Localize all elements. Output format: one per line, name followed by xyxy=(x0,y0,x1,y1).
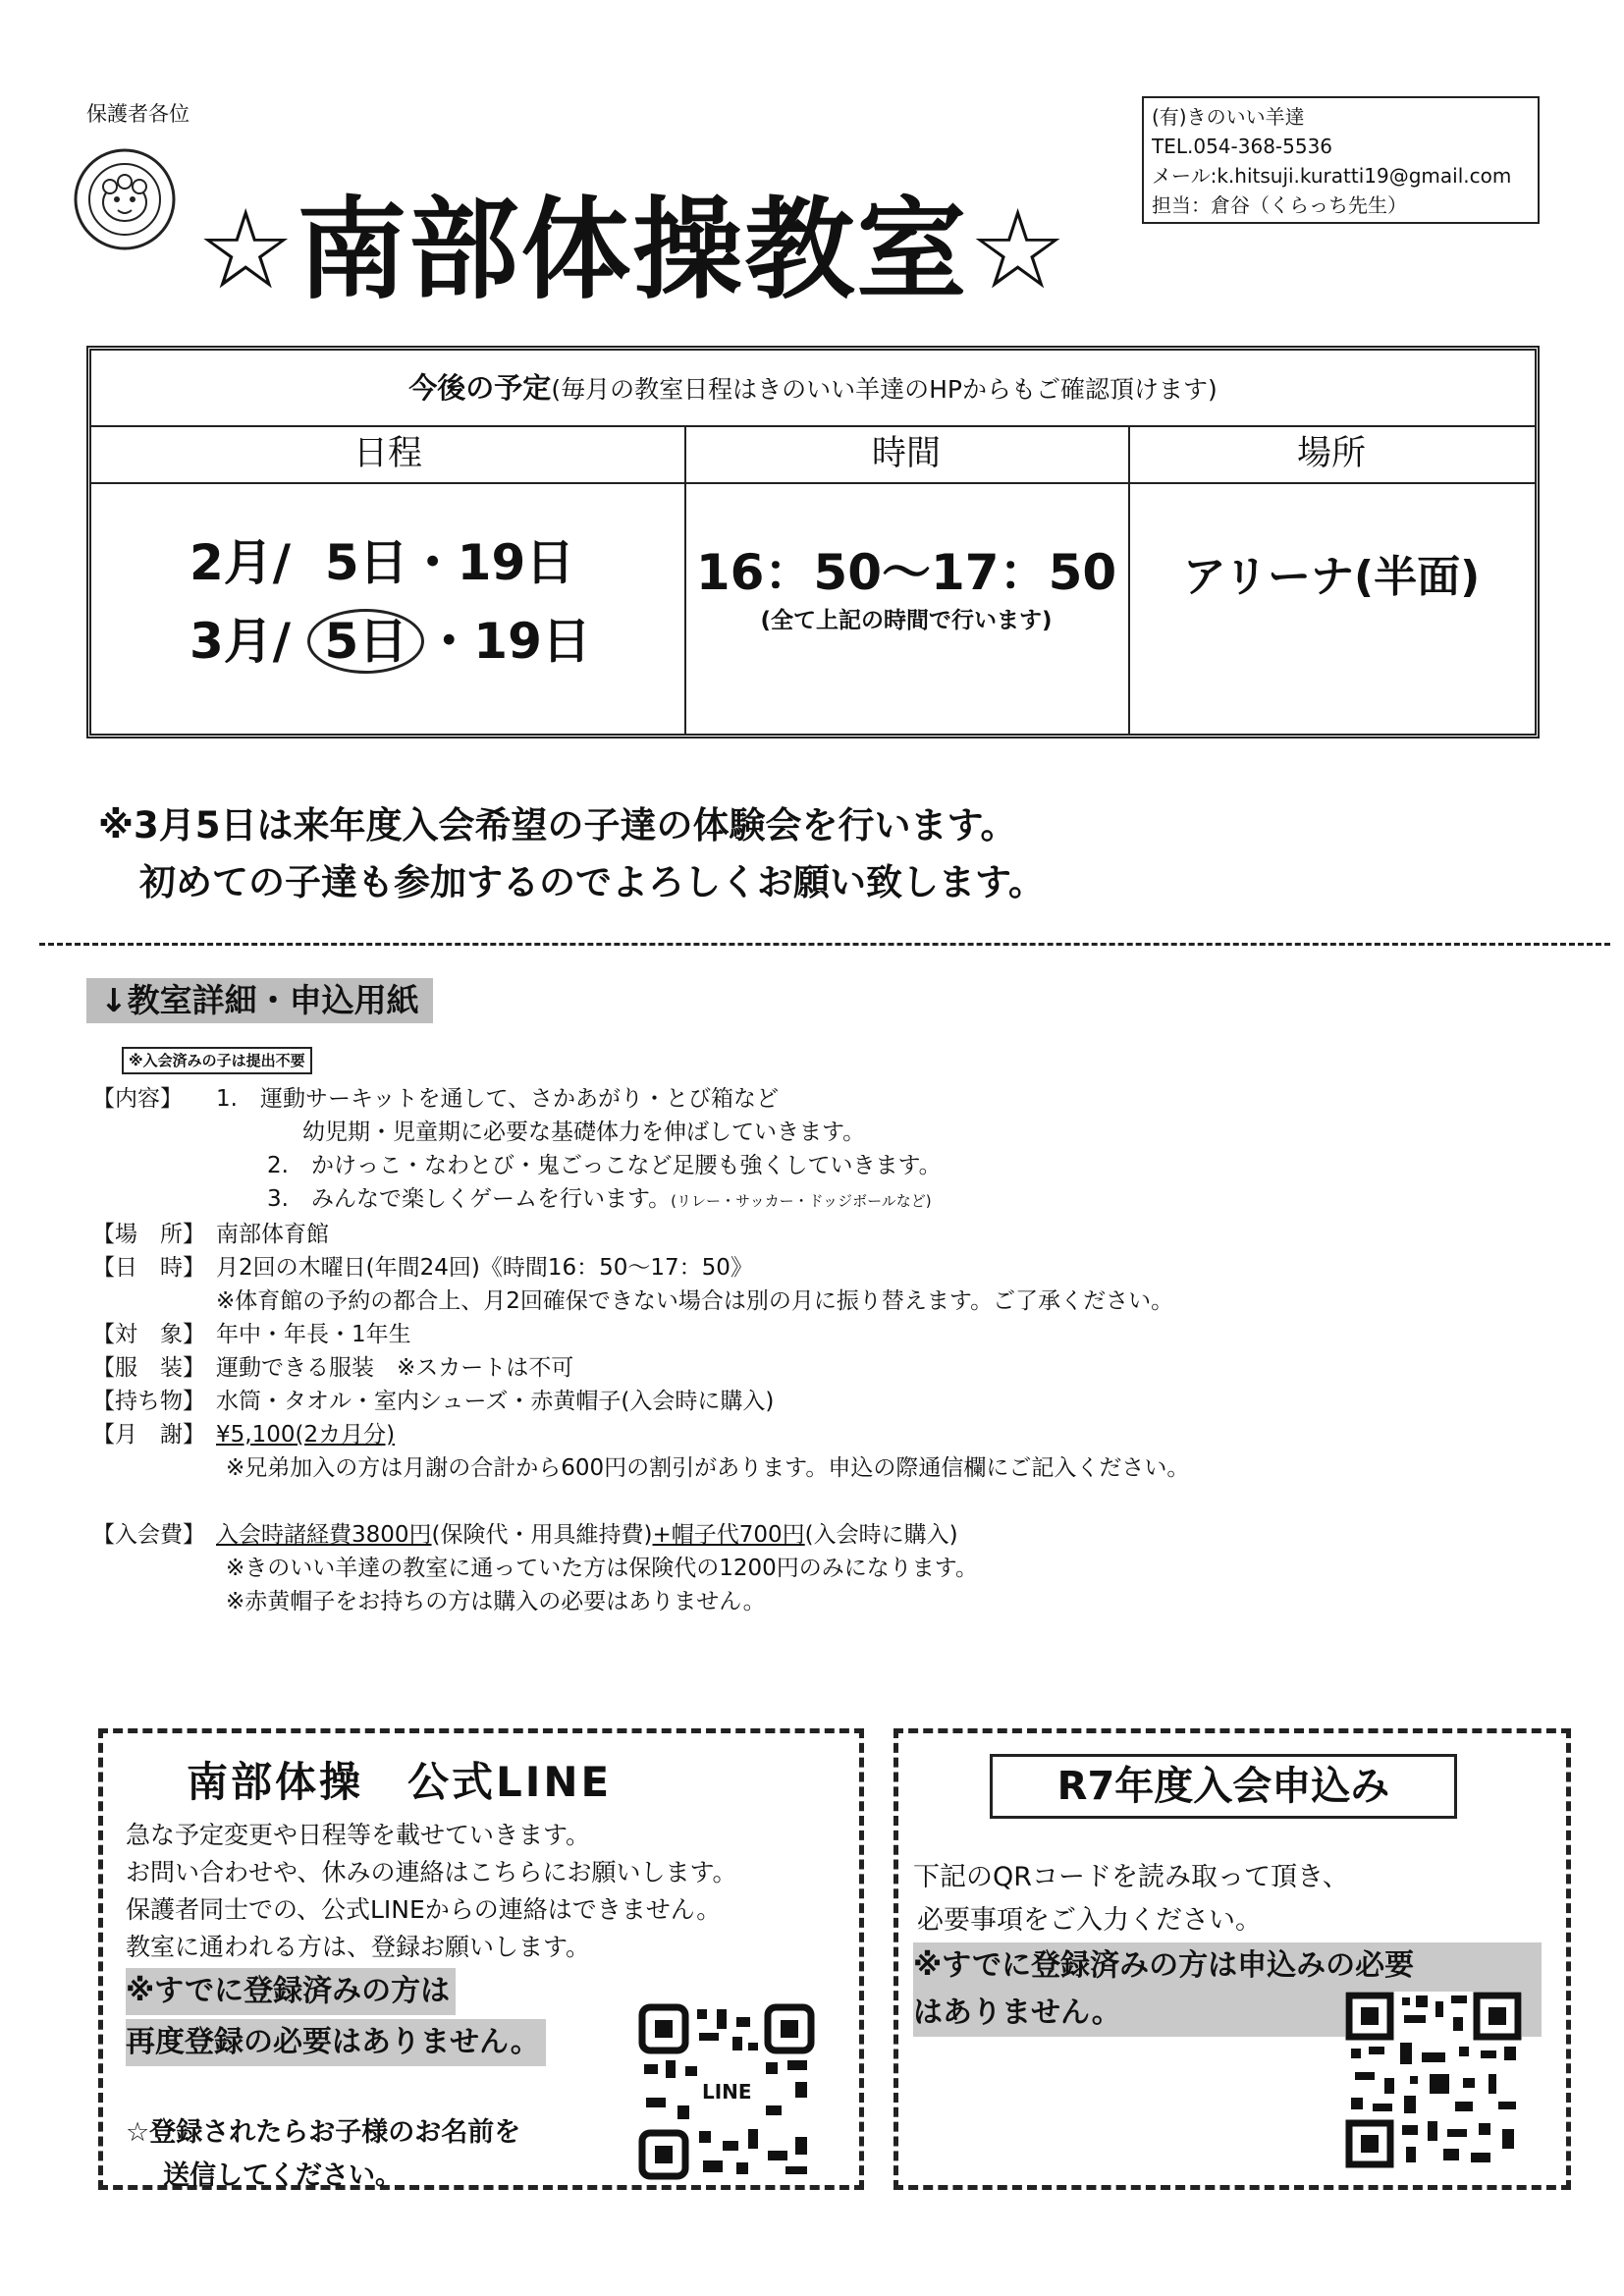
schedule-date-column xyxy=(91,425,686,734)
line-body-line: 保護者同士での、公式LINEからの連絡はできません。 xyxy=(126,1895,722,1924)
detail-row-items xyxy=(92,1385,1545,1418)
r7-body-line: 下記のQRコードを読み取って頂き、 xyxy=(913,1862,1349,1892)
detail-row-date xyxy=(92,1251,1545,1285)
contact-box xyxy=(1142,96,1540,224)
schedule-heading-note: (毎月の教室日程はきのいい羊達のHPからもご確認頂けます) xyxy=(551,375,1218,404)
line-body-line: 急な予定変更や日程等を載せていきます。 xyxy=(126,1821,591,1849)
day-list: 5日・19日 xyxy=(324,534,575,591)
detail-row-content xyxy=(92,1082,1545,1116)
qr-code-icon xyxy=(1345,1992,1522,2168)
detail-small-note: (リレー・サッカー・ドッジボールなど) xyxy=(671,1192,932,1210)
line-star-note xyxy=(126,2111,520,2198)
line-box-body xyxy=(126,1817,737,1966)
contact-email: メール:k.hitsuji.kuratti19@gmail.com xyxy=(1152,164,1512,188)
detail-value: (保険代・用具維持費) xyxy=(431,1522,653,1548)
col-time-header: 時間 xyxy=(684,425,1128,484)
r7-qr-code[interactable] xyxy=(1345,1992,1522,2168)
detail-label: 【月 謝】 xyxy=(92,1422,205,1448)
contact-tel: TEL.054-368-5536 xyxy=(1152,135,1333,158)
notice-line: ※3月5日は来年度入会希望の子達の体験会を行います。 xyxy=(98,804,1017,847)
cut-line xyxy=(39,943,1610,946)
detail-row-place xyxy=(92,1218,1545,1251)
detail-label: 【持ち物】 xyxy=(92,1389,205,1414)
trial-notice xyxy=(98,797,1045,911)
col-date-header: 日程 xyxy=(91,425,684,484)
section-tag: ↓教室詳細・申込用紙 xyxy=(86,978,433,1023)
detail-note: ※赤黄帽子をお持ちの方は購入の必要はありません。 xyxy=(226,1589,766,1614)
detail-label: 【服 装】 xyxy=(92,1355,205,1381)
notice-line: 初めての子達も参加するのでよろしくお願い致します。 xyxy=(139,861,1046,903)
detail-value: 月2回の木曜日(年間24回)《時間16：50〜17：50》 xyxy=(216,1255,753,1281)
qr-label: LINE xyxy=(699,2080,755,2104)
detail-row-fee xyxy=(92,1418,1545,1451)
detail-value: 運動できる服装 ※スカートは不可 xyxy=(216,1355,574,1381)
line-qr-code[interactable] xyxy=(638,2003,815,2180)
spacer xyxy=(92,1485,1545,1518)
month-label: 2月/ xyxy=(189,534,292,591)
detail-row-clothes xyxy=(92,1351,1545,1385)
schedule-dates xyxy=(189,523,591,681)
addressee: 保護者各位 xyxy=(86,102,189,126)
detail-row-entry xyxy=(92,1518,1545,1552)
page-title: ☆南部体操教室☆ xyxy=(196,187,1069,314)
line-highlight: ※すでに登録済みの方は xyxy=(126,1968,456,2015)
date-row xyxy=(189,602,591,681)
detail-value: (入会時に購入) xyxy=(804,1522,958,1548)
r7-box-title: R7年度入会申込み xyxy=(990,1754,1457,1819)
detail-note: ※兄弟加入の方は月謝の合計から600円の割引があります。申込の際通信欄にご記入ください。 xyxy=(226,1455,1190,1481)
detail-value: 水筒・タオル・室内シューズ・赤黄帽子(入会時に購入) xyxy=(216,1389,775,1414)
line-body-line: お問い合わせや、休みの連絡はこちらにお願いします。 xyxy=(126,1858,737,1886)
col-place-header: 場所 xyxy=(1128,425,1535,484)
detail-value: 年中・年長・1年生 xyxy=(216,1322,411,1347)
detail-line: 2. かけっこ・なわとび・鬼ごっこなど足腰も強くしていきます。 xyxy=(267,1153,942,1178)
detail-line: 幼児期・児童期に必要な基礎体力を伸ばしていきます。 xyxy=(302,1120,866,1145)
detail-line xyxy=(92,1182,1545,1218)
line-box-title: 南部体操 公式LINE xyxy=(187,1758,613,1806)
schedule-table xyxy=(86,346,1540,738)
small-tag: ※入会済みの子は提出不要 xyxy=(122,1047,312,1074)
star-note-line: 送信してください。 xyxy=(163,2160,402,2191)
schedule-heading xyxy=(91,351,1535,427)
sheep-logo-icon xyxy=(73,147,177,251)
detail-label: 【日 時】 xyxy=(92,1255,205,1281)
class-details xyxy=(92,1082,1545,1618)
schedule-time: 16：50〜17：50 xyxy=(695,544,1117,601)
schedule-time-note: (全て上記の時間で行います) xyxy=(760,608,1053,633)
detail-value: 南部体育館 xyxy=(216,1222,329,1247)
schedule-place: アリーナ(半面) xyxy=(1182,552,1481,602)
contact-company: (有)きのいい羊達 xyxy=(1152,105,1305,129)
line-highlight: 再度登録の必要はありません。 xyxy=(126,2019,546,2066)
r7-box-body xyxy=(913,1856,1349,1942)
detail-label: 【入会費】 xyxy=(92,1522,205,1548)
detail-value: 入会時諸経費3800円 xyxy=(216,1522,432,1548)
circled-day: 5日 xyxy=(307,609,424,674)
detail-row-target xyxy=(92,1318,1545,1351)
detail-note: ※体育館の予約の都合上、月2回確保できない場合は別の月に振り替えます。ご了承ください。 xyxy=(216,1288,1174,1314)
day-list: ・19日 xyxy=(424,613,591,670)
detail-value: 1. 運動サーキットを通して、さかあがり・とび箱など xyxy=(216,1086,780,1112)
date-row xyxy=(189,523,591,602)
detail-value: ¥5,100(2カ月分) xyxy=(216,1422,396,1448)
detail-value: +帽子代700円 xyxy=(652,1522,805,1548)
detail-label: 【対 象】 xyxy=(92,1322,205,1347)
r7-highlight-line: はありません。 xyxy=(913,1995,1121,2030)
month-label: 3月/ xyxy=(189,613,292,670)
detail-label: 【場 所】 xyxy=(92,1222,205,1247)
r7-highlight-line: ※すでに登録済みの方は申込みの必要 xyxy=(913,1948,1415,1983)
contact-person: 担当：倉谷（くらっち先生） xyxy=(1152,193,1407,217)
detail-note: ※きのいい羊達の教室に通っていた方は保険代の1200円のみになります。 xyxy=(226,1556,978,1581)
detail-value: 3. みんなで楽しくゲームを行います。 xyxy=(267,1186,672,1212)
schedule-place-column xyxy=(1128,425,1535,734)
star-note-line: ☆登録されたらお子様のお名前を xyxy=(126,2117,521,2148)
company-logo xyxy=(73,147,177,251)
r7-body-line: 必要事項をご入力ください。 xyxy=(917,1905,1262,1936)
detail-label: 【内容】 xyxy=(92,1086,183,1112)
schedule-heading-bold: 今後の予定 xyxy=(408,371,552,405)
schedule-time-column xyxy=(684,425,1130,734)
line-body-line: 教室に通われる方は、登録お願いします。 xyxy=(126,1933,591,1961)
